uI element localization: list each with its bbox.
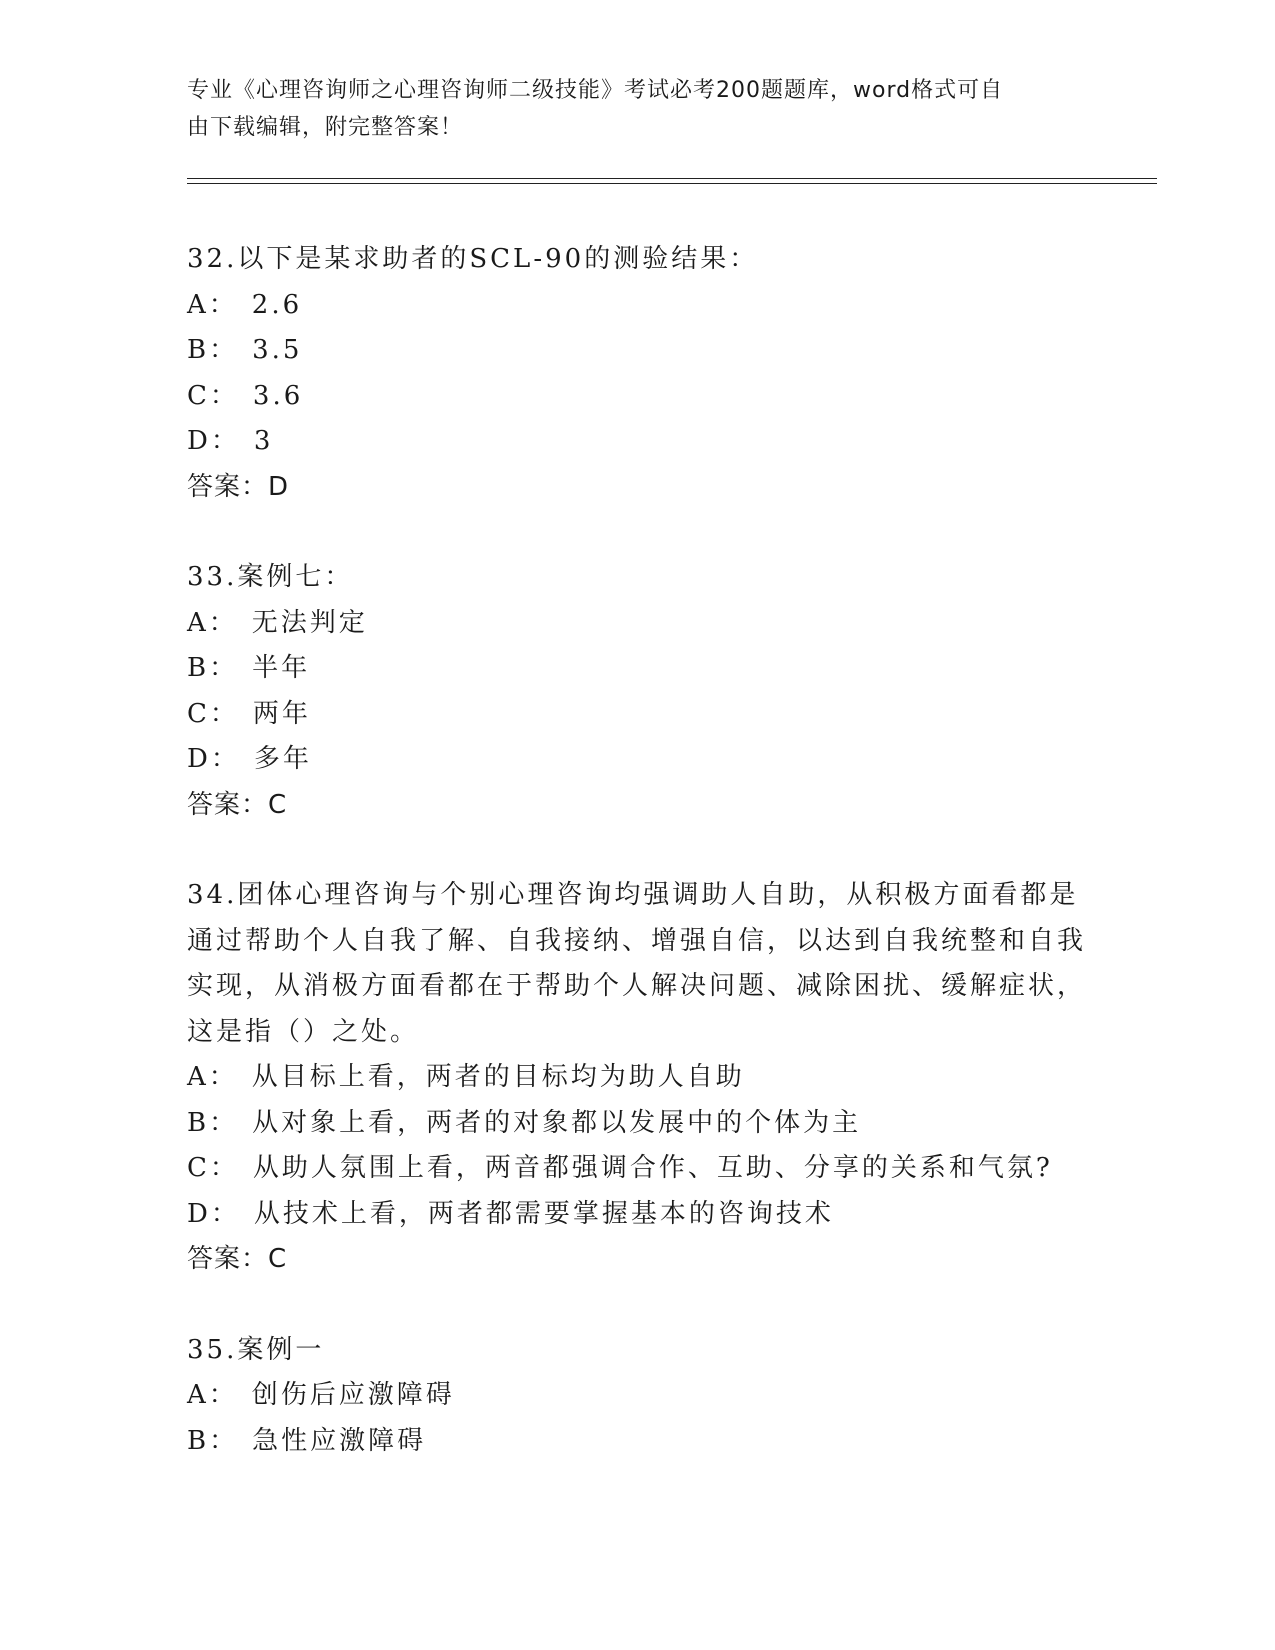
question-32 — [187, 237, 1087, 510]
answer-label: 答案：C — [187, 789, 288, 820]
option-d — [187, 419, 1087, 465]
option-text: 半年 — [252, 653, 311, 683]
answer-label: 答案：D — [187, 471, 290, 502]
option-d — [187, 737, 1087, 783]
option-letter: B： — [187, 1425, 239, 1456]
option-text: 从目标上看，两者的目标均为助人自助 — [251, 1062, 745, 1092]
option-b — [187, 1101, 1087, 1147]
answer-label: 答案：C — [187, 1244, 288, 1274]
question-stem: 33.案例七： — [187, 562, 354, 592]
option-a — [187, 601, 1087, 647]
option-text: 急性应激障碍 — [252, 1425, 427, 1456]
option-text: 3.5 — [252, 335, 303, 365]
option-letter: C： — [187, 380, 239, 411]
document-header — [187, 72, 1067, 146]
question-stem: 34.团体心理咨询与个别心理咨询均强调助人自助，从积极方面看都是通过帮助个人自我了解、自我接纳、增强自信，以达到自我统整和自我实现，从消极方面看都在于帮助个人解决问题、减除困扰、缓解症状，这是指（）之处。 — [187, 880, 1087, 1047]
option-text: 创伤后应激障碍 — [251, 1380, 455, 1410]
header-rule-bottom — [187, 183, 1157, 184]
option-c — [187, 374, 1087, 420]
option-text: 2.6 — [251, 289, 303, 320]
option-letter: B： — [187, 335, 239, 365]
option-text: 多年 — [253, 744, 312, 774]
option-letter: A： — [187, 607, 238, 638]
option-letter: D： — [187, 426, 240, 456]
option-a — [187, 283, 1087, 329]
option-b — [187, 1419, 1087, 1465]
option-a — [187, 1055, 1087, 1101]
option-letter: A： — [187, 289, 238, 320]
question-stem: 32.以下是某求助者的SCL-90的测验结果： — [187, 244, 759, 274]
option-letter: D： — [187, 1198, 240, 1229]
question-stem: 35.案例一 — [187, 1334, 325, 1365]
option-letter: A： — [187, 1062, 238, 1092]
option-text: 从技术上看，两者都需要掌握基本的咨询技术 — [253, 1198, 834, 1229]
option-text: 两年 — [252, 698, 311, 729]
option-text: 3 — [253, 426, 274, 456]
option-letter: B： — [187, 1107, 239, 1138]
option-b — [187, 328, 1087, 374]
option-b — [187, 646, 1087, 692]
option-a — [187, 1373, 1087, 1419]
option-text: 从助人氛围上看，两音都强调合作、互助、分享的关系和气氛? — [252, 1153, 1053, 1183]
option-d — [187, 1192, 1087, 1238]
option-text: 无法判定 — [251, 607, 368, 638]
question-34 — [187, 873, 1087, 1283]
option-text: 从对象上看，两者的对象都以发展中的个体为主 — [252, 1107, 862, 1138]
question-list — [187, 237, 1087, 1509]
option-c — [187, 692, 1087, 738]
option-letter: B： — [187, 653, 239, 683]
option-c — [187, 1146, 1087, 1192]
option-letter: A： — [187, 1380, 238, 1410]
option-text: 3.6 — [252, 380, 304, 411]
option-letter: C： — [187, 1153, 239, 1183]
question-35 — [187, 1328, 1087, 1465]
option-letter: C： — [187, 698, 239, 729]
header-line-2: 由下载编辑，附完整答案！ — [187, 115, 464, 140]
header-line-1: 专业《心理咨询师之心理咨询师二级技能》考试必考200题题库，word格式可自 — [187, 78, 1004, 103]
question-33 — [187, 555, 1087, 828]
header-rule-top — [187, 178, 1157, 179]
option-letter: D： — [187, 744, 240, 774]
